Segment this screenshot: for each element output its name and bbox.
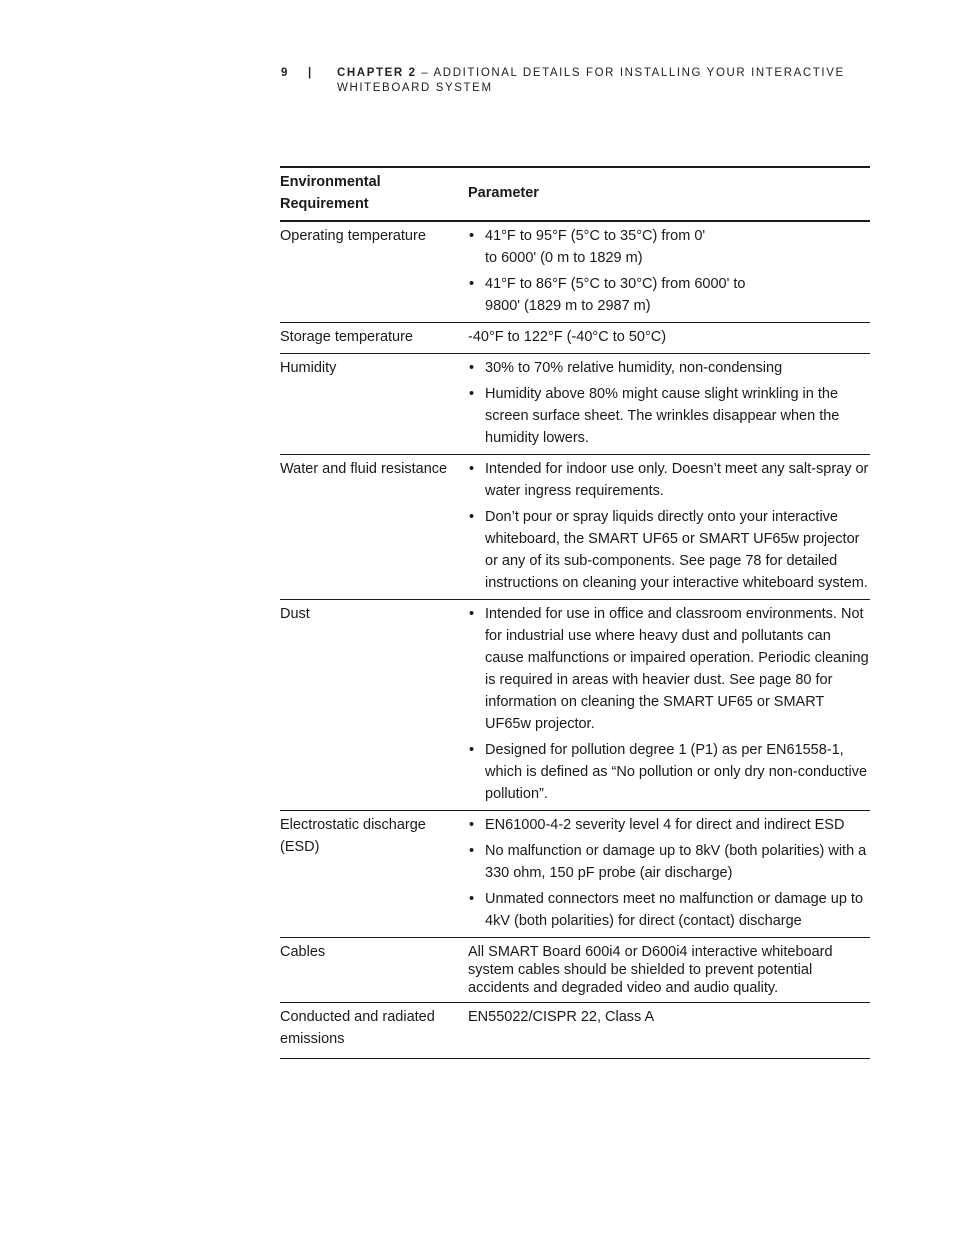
requirement-cell: Storage temperature (280, 323, 468, 354)
table-row (280, 600, 870, 811)
table-row (280, 811, 870, 938)
parameter-list (468, 458, 870, 594)
requirement-cell: Humidity (280, 354, 468, 455)
header-separator: | (308, 67, 312, 79)
table-row (280, 323, 870, 354)
requirement-cell: Dust (280, 600, 468, 811)
parameter-cell (468, 221, 870, 323)
table-row (280, 221, 870, 323)
table-row (280, 1003, 870, 1059)
running-header (281, 66, 881, 96)
parameter-text: All SMART Board 600i4 or D600i4 interactive whiteboard system cables should be shielded to prevent potential accidents and degraded video and audio quality. (468, 944, 833, 996)
list-item: • EN61000-4-2 severity level 4 for direct and indirect ESD (468, 814, 870, 836)
table-row (280, 938, 870, 1003)
parameter-list (468, 814, 870, 932)
parameter-list (468, 603, 870, 805)
parameter-cell (468, 354, 870, 455)
requirement-cell: Water and fluid resistance (280, 455, 468, 600)
list-item: • Humidity above 80% might cause slight wrinkling in the screen surface sheet. The wrinkles disappear when the humidity lowers. (468, 383, 870, 449)
parameter-cell (468, 811, 870, 938)
list-item: • Designed for pollution degree 1 (P1) as per EN61558-1, which is defined as “No pollution or only dry non-conductive pollution”. (468, 739, 870, 805)
table-row (280, 354, 870, 455)
list-item: • 41°F to 95°F (5°C to 35°C) from 0' to 6000' (0 m to 1829 m) (468, 225, 710, 269)
table-row (280, 455, 870, 600)
parameter-cell (468, 455, 870, 600)
parameter-list (468, 357, 870, 449)
parameter-cell (468, 600, 870, 811)
list-item: • Don’t pour or spray liquids directly onto your interactive whiteboard, the SMART UF65 or SMART UF65w projector or any of its sub-components. See page 78 for detailed instructions on cleaning your interactive whiteboard system. (468, 506, 870, 594)
page-number: 9 (281, 67, 288, 79)
column-header-requirement: Environmental Requirement (280, 167, 468, 221)
chapter-label: CHAPTER 2 (337, 67, 417, 79)
parameter-list (468, 225, 870, 317)
parameter-text: EN55022/CISPR 22, Class A (468, 1009, 655, 1025)
chapter-title (337, 66, 881, 96)
requirement-cell: Operating temperature (280, 221, 468, 323)
list-item: • Intended for indoor use only. Doesn’t meet any salt-spray or water ingress requirements. (468, 458, 870, 502)
chapter-title-text: – ADDITIONAL DETAILS FOR INSTALLING YOUR INTERACTIVE WHITEBOARD SYSTEM (337, 67, 845, 94)
parameter-cell (468, 323, 870, 354)
parameter-cell (468, 1003, 870, 1059)
column-header-parameter: Parameter (468, 167, 870, 221)
table-header-row (280, 167, 870, 221)
list-item: • Unmated connectors meet no malfunction or damage up to 4kV (both polarities) for direct (contact) discharge (468, 888, 870, 932)
list-item: • No malfunction or damage up to 8kV (both polarities) with a 330 ohm, 150 pF probe (air discharge) (468, 840, 870, 884)
parameter-cell (468, 938, 870, 1003)
requirement-cell: Conducted and radiated emissions (280, 1003, 468, 1059)
requirement-cell: Cables (280, 938, 468, 1003)
requirement-cell: Electrostatic discharge (ESD) (280, 811, 468, 938)
list-item: • 41°F to 86°F (5°C to 30°C) from 6000' to 9800' (1829 m to 2987 m) (468, 273, 775, 317)
list-item: • 30% to 70% relative humidity, non-condensing (468, 357, 870, 379)
parameter-text: -40°F to 122°F (-40°C to 50°C) (468, 329, 667, 345)
environmental-requirements-table (280, 166, 870, 1059)
list-item: • Intended for use in office and classroom environments. Not for industrial use where heavy dust and pollutants can cause malfunctions or impaired operation. Periodic cleaning is required in areas with heavier dust. See page 80 for information on cleaning the SMART UF65 or SMART UF65w projector. (468, 603, 870, 735)
